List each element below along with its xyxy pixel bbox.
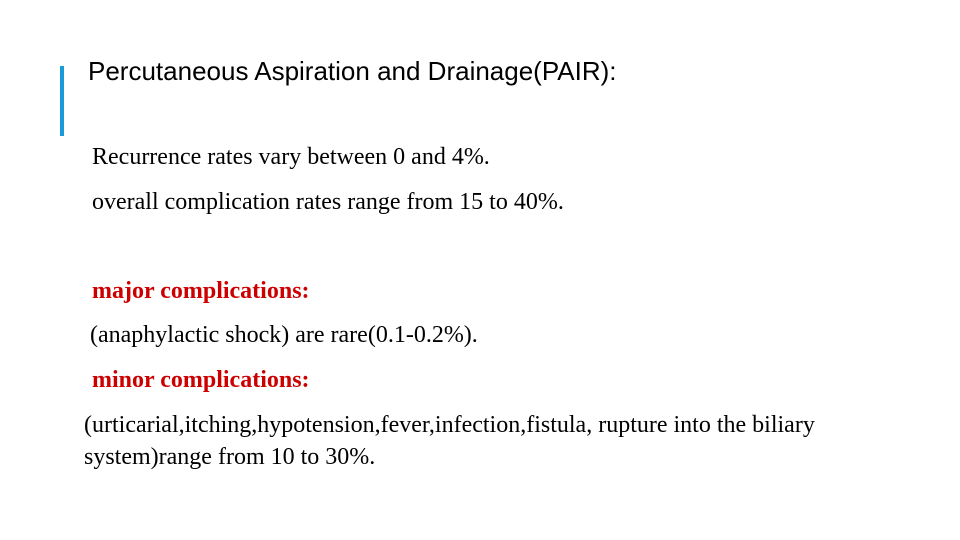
minor-complications-detail: (urticarial,itching,hypotension,fever,infection,fistula, rupture into the biliary system)range from 10 to 30%. (84, 412, 815, 470)
overall-complication-line: overall complication rates range from 15 to 40%. (92, 189, 564, 215)
major-complications-heading: major complications: (92, 278, 310, 304)
slide-title: Percutaneous Aspiration and Drainage(PAIR): (88, 56, 617, 86)
minor-complications-heading: minor complications: (92, 367, 310, 393)
accent-bar (60, 66, 64, 136)
major-complications-detail: (anaphylactic shock) are rare(0.1-0.2%). (90, 322, 478, 348)
recurrence-line: Recurrence rates vary between 0 and 4%. (92, 144, 490, 170)
